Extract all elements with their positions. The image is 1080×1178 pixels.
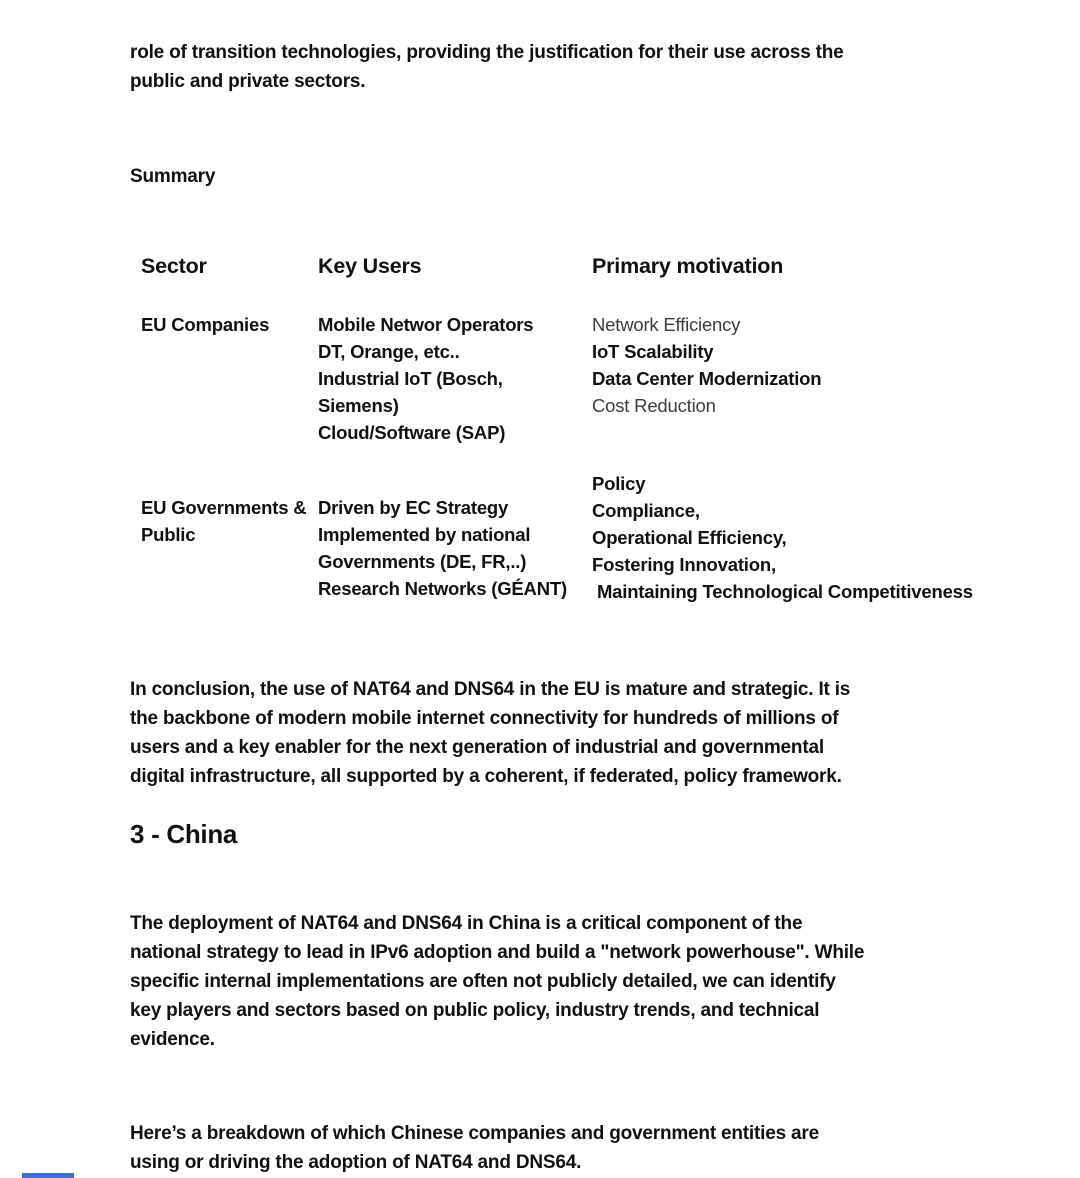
text-line: EU Companies [141, 314, 270, 335]
section-heading-china: 3 - China [130, 819, 238, 849]
text-line: Network Efficiency [592, 314, 741, 335]
paragraph-conclusion [130, 675, 970, 791]
paragraph-breakdown [130, 1119, 970, 1177]
text-line: Mobile Networ Operators [318, 314, 534, 335]
text-line: Fostering Innovation, [592, 554, 776, 575]
page-accent-bar [22, 1173, 74, 1178]
text-line: Maintaining Technological Competitiveness [592, 581, 973, 602]
paragraph-intro [130, 0, 970, 96]
column-header-primary-motivation: Primary motivation [592, 254, 784, 278]
column-header-sector: Sector [141, 254, 207, 278]
text-line: Policy [592, 473, 646, 494]
primary-motivation-cell [592, 470, 1080, 605]
primary-motivation-cell [592, 311, 1080, 446]
text-line: Here’s a breakdown of which Chinese companies and government entities are [130, 1123, 819, 1144]
table-row [141, 311, 1080, 446]
summary-table [141, 251, 1080, 605]
key-users-cell [318, 494, 592, 605]
text-line: Public [141, 524, 196, 545]
text-line: Cloud/Software (SAP) [318, 422, 506, 443]
sector-cell [141, 311, 318, 446]
text-line: Siemens) [318, 395, 399, 416]
text-line: users and a key enabler for the next generation of industrial and governmental [130, 737, 824, 758]
text-line: national strategy to lead in IPv6 adoption and build a "network powerhouse". While [130, 942, 865, 963]
text-line: Research Networks (GÉANT) [318, 578, 567, 599]
text-line: In conclusion, the use of NAT64 and DNS64 in the EU is mature and strategic. It is [130, 679, 851, 700]
text-line: specific internal implementations are often not publicly detailed, we can identify [130, 971, 836, 992]
text-line: digital infrastructure, all supported by a coherent, if federated, policy framework. [130, 766, 842, 787]
text-line: Industrial IoT (Bosch, [318, 368, 503, 389]
text-line: IoT Scalability [592, 341, 714, 362]
text-line: evidence. [130, 1029, 215, 1050]
text-line: Cost Reduction [592, 395, 716, 416]
text-line: Compliance, [592, 500, 700, 521]
text-line: EU Governments & [141, 497, 307, 518]
text-line: Driven by EC Strategy [318, 497, 509, 518]
text-line: using or driving the adoption of NAT64 and DNS64. [130, 1152, 582, 1173]
text-line: The deployment of NAT64 and DNS64 in China is a critical component of the [130, 913, 803, 934]
key-users-cell [318, 311, 592, 446]
table-row [141, 473, 1080, 605]
table-header-row [141, 251, 1080, 281]
column-header-key-users: Key Users [318, 254, 422, 278]
paragraph-china [130, 909, 970, 1054]
text-line: Implemented by national [318, 524, 531, 545]
summary-heading: Summary [130, 166, 216, 187]
text-line: Operational Efficiency, [592, 527, 787, 548]
text-line: public and private sectors. [130, 71, 366, 92]
sector-cell [141, 494, 318, 605]
text-line: DT, Orange, etc.. [318, 341, 460, 362]
text-line: role of transition technologies, providing the justification for their use across the [130, 42, 844, 63]
text-line: the backbone of modern mobile internet connectivity for hundreds of millions of [130, 708, 839, 729]
text-line: key players and sectors based on public policy, industry trends, and technical [130, 1000, 820, 1021]
text-line: Governments (DE, FR,..) [318, 551, 527, 572]
text-line: Data Center Modernization [592, 368, 822, 389]
